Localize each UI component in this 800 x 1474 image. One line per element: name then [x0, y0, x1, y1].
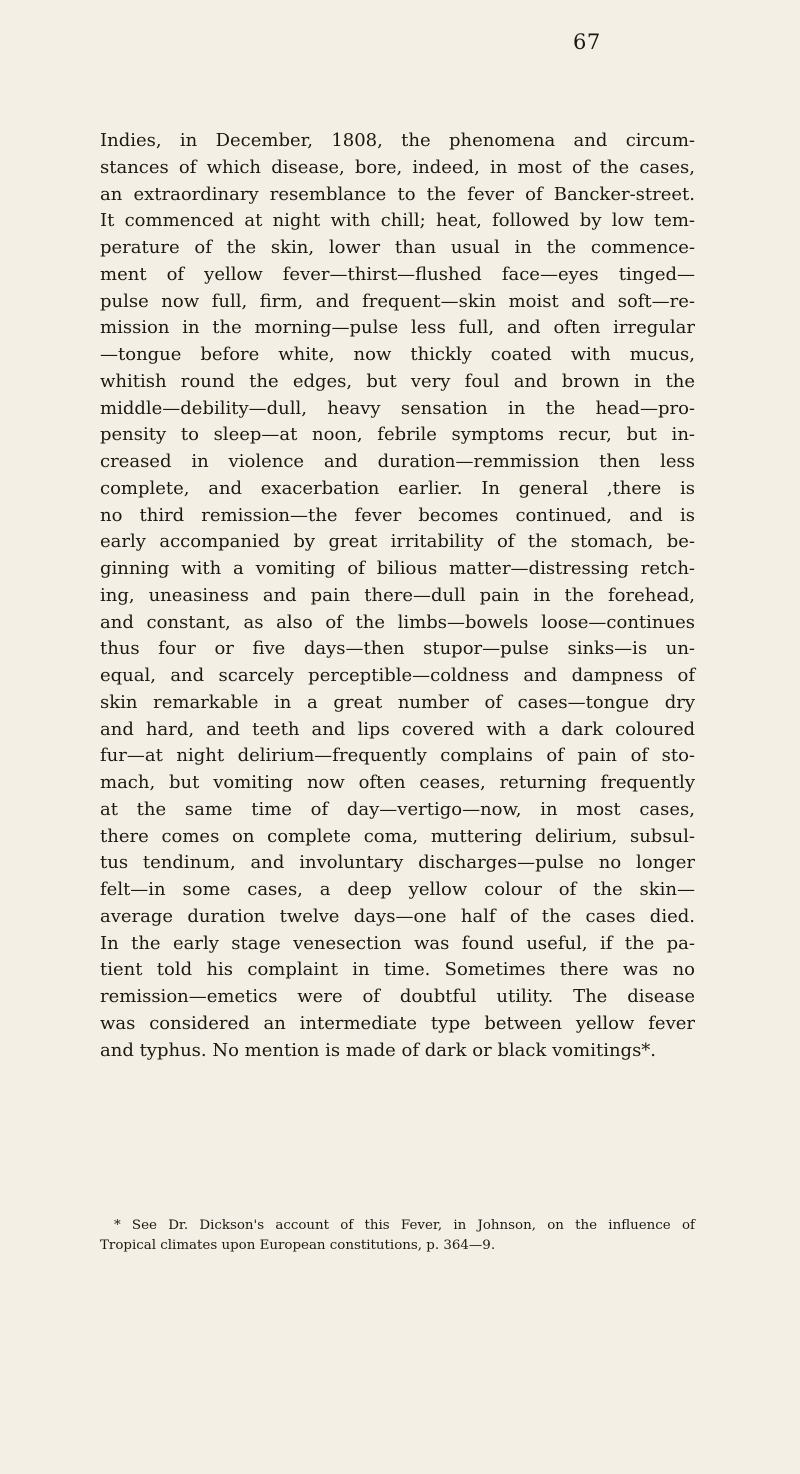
- text-line: mission in the morning—pulse less full, and often irregular: [100, 317, 695, 339]
- text-line: felt—in some cases, a deep yellow colour of the skin—: [100, 879, 695, 900]
- text-line: no third remission—the fever becomes continued, and is: [100, 504, 695, 526]
- body-text: [100, 128, 695, 1064]
- text-line: was considered an intermediate type between yellow fever: [100, 1012, 695, 1034]
- text-line: remission—emetics were of doubtful utility. The disease: [100, 986, 695, 1007]
- text-line: mach, but vomiting now often ceases, returning frequently: [100, 772, 695, 793]
- text-line: complete, and exacerbation earlier. In general ,there is: [100, 477, 695, 499]
- text-line: ginning with a vomiting of bilious matter—distressing retch-: [100, 558, 695, 579]
- text-line: —tongue before white, now thickly coated with mucus,: [100, 344, 695, 365]
- text-line: there comes on complete coma, muttering delirium, subsul-: [100, 825, 695, 847]
- text-line: at the same time of day—vertigo—now, in most cases,: [100, 798, 695, 820]
- text-line: early accompanied by great irritability of the stomach, be-: [100, 531, 695, 553]
- text-line: an extraordinary resemblance to the fever of Bancker-street.: [100, 183, 695, 205]
- footnote: [100, 1216, 695, 1256]
- text-line: whitish round the edges, but very foul and brown in the: [100, 370, 695, 392]
- text-line: stances of which disease, bore, indeed, in most of the cases,: [100, 156, 695, 178]
- text-line: skin remarkable in a great number of cases—tongue dry: [100, 691, 695, 713]
- text-line: It commenced at night with chill; heat, followed by low tem-: [100, 210, 695, 232]
- text-line: thus four or five days—then stupor—pulse sinks—is un-: [100, 638, 695, 660]
- text-line: equal, and scarcely perceptible—coldness and dampness of: [100, 665, 695, 686]
- text-line: fur—at night delirium—frequently complains of pain of sto-: [100, 745, 695, 767]
- text-line: middle—debility—dull, heavy sensation in the head—pro-: [100, 397, 695, 419]
- text-line: and typhus. No mention is made of dark or black vomitings*.: [100, 1039, 657, 1061]
- text-line: pensity to sleep—at noon, febrile symptoms recur, but in-: [100, 424, 695, 446]
- text-line: creased in violence and duration—remmission then less: [100, 451, 695, 472]
- text-line: and hard, and teeth and lips covered with a dark coloured: [100, 718, 695, 740]
- footnote-line: * See Dr. Dickson's account of this Fever, in Johnson, on the influence of: [114, 1218, 695, 1233]
- text-line: and constant, as also of the limbs—bowels loose—continues: [100, 611, 695, 633]
- text-line: perature of the skin, lower than usual in the commence-: [100, 237, 695, 258]
- text-line: Indies, in December, 1808, the phenomena and circum-: [100, 130, 695, 151]
- text-line: pulse now full, firm, and frequent—skin moist and soft—re-: [100, 290, 695, 312]
- text-line: tient told his complaint in time. Sometimes there was no: [100, 959, 695, 981]
- text-line: ment of yellow fever—thirst—flushed face—eyes tinged—: [100, 263, 695, 285]
- text-line: average duration twelve days—one half of the cases died.: [100, 905, 695, 927]
- text-line: ing, uneasiness and pain there—dull pain in the forehead,: [100, 584, 695, 606]
- text-line: tus tendinum, and involuntary discharges—pulse no longer: [100, 852, 695, 874]
- footnote-line: Tropical climates upon European constitutions, p. 364—9.: [100, 1238, 496, 1253]
- page-number: 67: [573, 30, 601, 54]
- text-line: In the early stage venesection was found useful, if the pa-: [100, 932, 695, 954]
